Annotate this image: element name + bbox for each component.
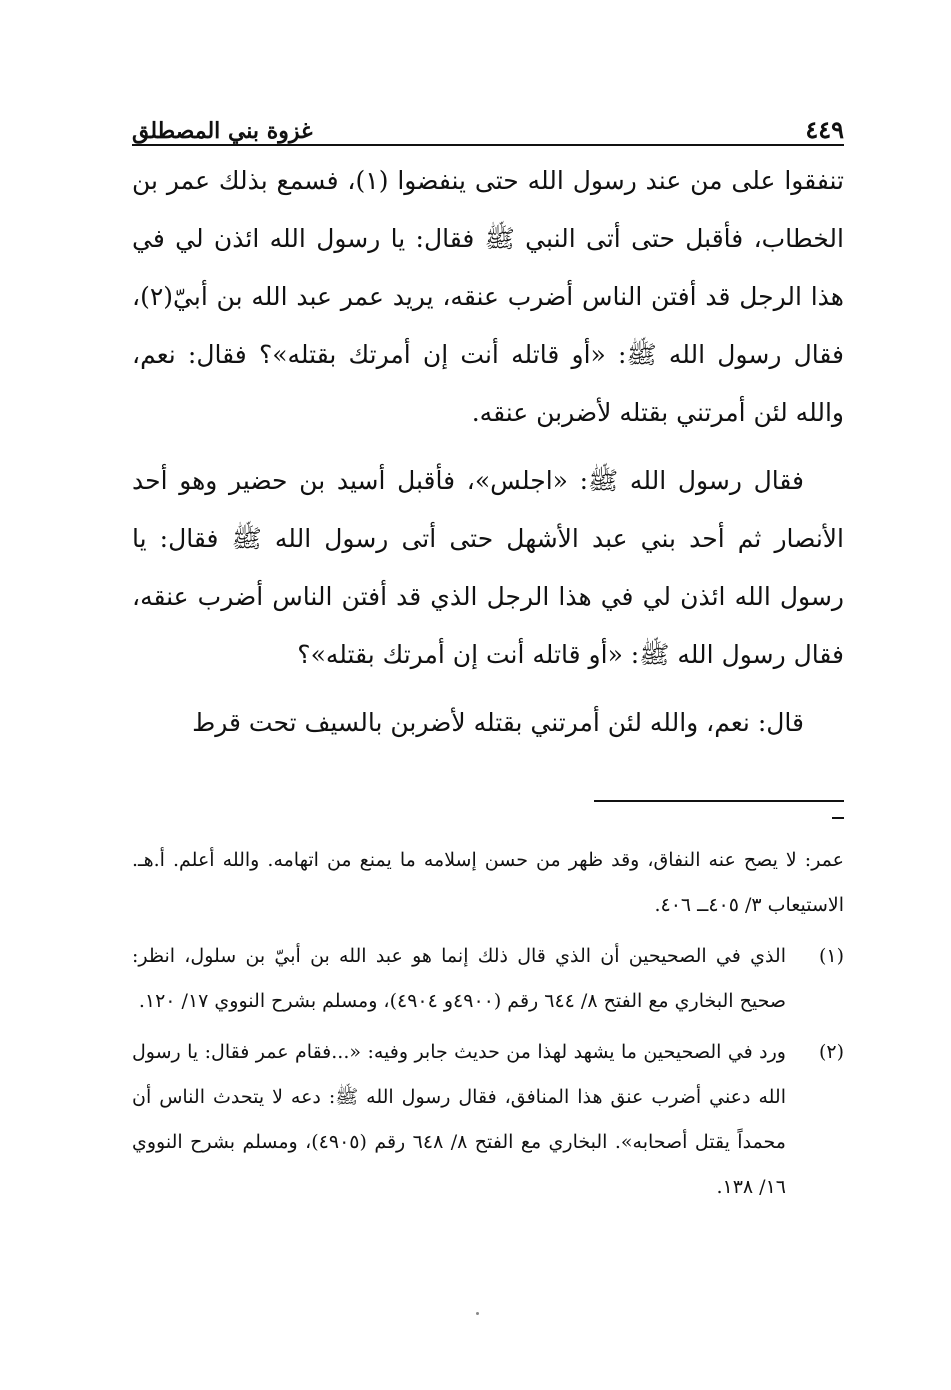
footnote-2-mark: (٢): [818, 1041, 844, 1063]
footnote-1-text: الذي في الصحيحين أن الذي قال ذلك إنما هو عبد الله بن أبيّ بن سلول، انظر: صحيح البخاري مع الفتح ٨/ ٦٤٤ رقم (٤٩٠٠و ٤٩٠٤)، ومسلم بشرح النووي ١٧/ ١٢٠.: [132, 945, 786, 1012]
footnote-1-mark: (١): [818, 945, 844, 967]
page-header: [132, 100, 844, 146]
main-text: [132, 152, 844, 752]
footnote-1: [132, 934, 844, 1024]
page-number: ٤٤٩: [805, 115, 844, 144]
footnote-continuation: عمر: لا يصح عنه النفاق، وقد ظهر من حسن إسلامه ما يمنع من اتهامه. والله أعلم. أ.هـ. الاستيعاب ٣/ ٤٠٥ــ ٤٠٦.: [132, 849, 844, 916]
paragraph-2: فقال رسول الله ﷺ: «اجلس»، فأقبل أسيد بن حضير وهو أحد الأنصار ثم أحد بني عبد الأشهل حتى أتى رسول الله ﷺ فقال: يا رسول الله ائذن لي في هذا الرجل الذي قد أفتن الناس أضرب عنقه، فقال رسول الله ﷺ: «أو قاتله أنت إن أمرتك بقتله»؟: [132, 466, 844, 669]
footnote-2: [132, 1030, 844, 1210]
scan-speck: [476, 1312, 479, 1315]
footnote-separator: [132, 800, 844, 819]
chapter-title: غزوة بني المصطلق: [132, 118, 313, 144]
footnote-2-text: ورد في الصحيحين ما يشهد لهذا من حديث جابر وفيه: «...فقام عمر فقال: يا رسول الله دعني أضرب عنق هذا المنافق، فقال رسول الله ﷺ: دعه لا يتحدث الناس أن محمداً يقتل أصحابه». البخاري مع الفتح ٨/ ٦٤٨ رقم (٤٩٠٥)، ومسلم بشرح النووي ١٦/ ١٣٨.: [132, 1041, 786, 1198]
separator-dash: [832, 817, 844, 819]
separator-line: [594, 800, 844, 802]
paragraph-1: تنفقوا على من عند رسول الله حتى ينفضوا (١)، فسمع بذلك عمر بن الخطاب، فأقبل حتى أتى النبي ﷺ فقال: يا رسول الله ائذن لي في هذا الرجل قد أفتن الناس أضرب عنقه، يريد عمر عبد الله بن أبيّ(٢)، فقال رسول الله ﷺ: «أو قاتله أنت إن أمرتك بقتله»؟ فقال: نعم، والله لئن أمرتني بقتله لأضربن عنقه.: [132, 166, 844, 427]
paragraph-3: قال: نعم، والله لئن أمرتني بقتله لأضربن بالسيف تحت قرط: [192, 708, 804, 737]
book-page: [132, 100, 844, 1198]
footnotes: [132, 838, 844, 1210]
